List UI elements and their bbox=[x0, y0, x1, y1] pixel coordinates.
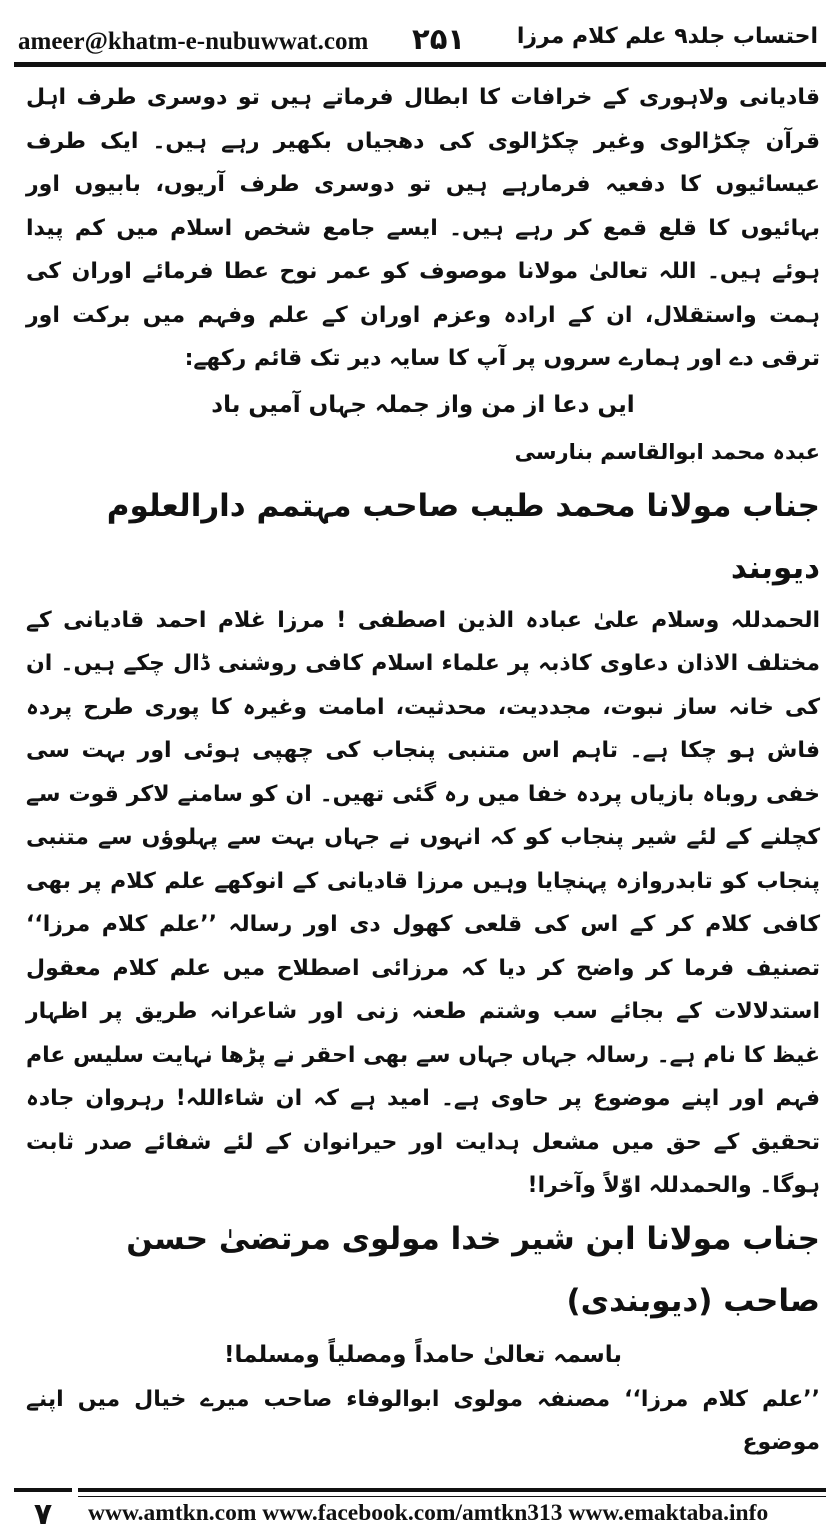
section-heading-1: جناب مولانا محمد طیب صاحب مہتمم دارالعلوم دیوبند bbox=[106, 487, 820, 586]
footer-mark: ۷ bbox=[14, 1488, 72, 1534]
header-rule bbox=[14, 62, 826, 67]
section-heading-2: جناب مولانا ابن شیر خدا مولوی مرتضیٰ حسن صاحب (دیوبندی) bbox=[126, 1220, 820, 1319]
book-title: احتساب جلد۹ علم کلام مرزا bbox=[516, 24, 818, 49]
footer-rule-thin bbox=[78, 1496, 826, 1497]
signature: عبدہ محمد ابوالقاسم بنارسی bbox=[514, 439, 820, 464]
page-footer bbox=[14, 1488, 826, 1534]
intro-paragraph: قادیانی ولاہوری کے خرافات کا ابطال فرماتے ہیں تو دوسری طرف اہل قرآن چکڑالوی وغیر چکڑالوی کی دھجیاں بکھیر رہے ہیں۔ ایک طرف عیسائیوں کا دفعیہ فرمارہے ہیں تو دوسری طرف آریوں، بابیوں اور بہائیوں کا قلع قمع کر رہے ہیں۔ ایسے جامع شخص اسلام میں کم پیدا ہوئے ہیں۔ اللہ تعالیٰ مولانا موصوف کو عمر نوح عطا فرمائے اوران کی ہمت واستقلال، ان کے ارادہ وعزم اوران کے علم وفہم میں برکت اور ترقی دے اور ہمارے سروں پر آپ کا سایہ دیر تک قائم رکھے: bbox=[26, 85, 820, 371]
subheading-2: باسمہ تعالیٰ حامداً ومصلیاً ومسلما! bbox=[223, 1341, 623, 1368]
page-header bbox=[14, 6, 826, 56]
header-email: ameer@khatm-e-nubuwwat.com bbox=[18, 28, 369, 55]
paragraph-3: ’’علم کلام مرزا‘‘ مصنفہ مولوی ابوالوفاء صاحب میرے خیال میں اپنے موضوع bbox=[26, 1386, 820, 1455]
couplet: ایں دعا از من واز جملہ جہاں آمیں باد bbox=[211, 391, 635, 418]
paragraph-2: الحمدللہ وسلام علیٰ عبادہ الذین اصطفی ! مرزا غلام احمد قادیانی کے مختلف الاذان دعاوی کاذبہ پر علماء اسلام کافی روشنی ڈال چکے ہیں۔ ان کی خانہ ساز نبوت، مجددیت، محدثیت، امامت وغیرہ کا پوری طرح پردہ فاش ہو چکا ہے۔ تاہم اس متنبی پنجاب کی چھپی ہوئی اور بہت سی خفی روباہ بازیاں پردہ خفا میں رہ گئی تھیں۔ ان کو سامنے لاکر قوت سے کچلنے کے لئے شیر پنجاب کو کہ انہوں نے جہاں بہت سے پہلوؤں سے متنبی پنجاب کو تابدروازہ پہنچایا وہیں مرزا قادیانی کے انوکھے علم کلام پر بھی کافی کلام کر کے اس کی قلعی کھول دی اور رسالہ ’’علم کلام مرزا‘‘ تصنیف فرما کر واضح کر دیا کہ مرزائی اصطلاح میں علم کلام معقول استدلالات کے بجائے سب وشتم طعنہ زنی اور شاعرانہ طریق پر اظہار غیظ کا نام ہے۔ رسالہ جہاں جہاں سے بھی احقر نے پڑھا نہایت سلیس عام فہم اور اپنے موضوع پر حاوی ہے۔ امید ہے کہ ان شاءاللہ! رہروان جادہ تحقیق کے حق میں مشعل ہدایت اور حیرانوان کے لئے شفائے صدر ثابت ہوگا۔ والحمدللہ اوّلاً وآخرا! bbox=[26, 607, 820, 1198]
page-body bbox=[26, 76, 820, 1465]
footer-links: www.amtkn.com www.facebook.com/amtkn313 www.emaktaba.info bbox=[88, 1500, 769, 1526]
page-number: ۲۵۱ bbox=[412, 22, 466, 56]
footer-rule bbox=[78, 1488, 826, 1492]
